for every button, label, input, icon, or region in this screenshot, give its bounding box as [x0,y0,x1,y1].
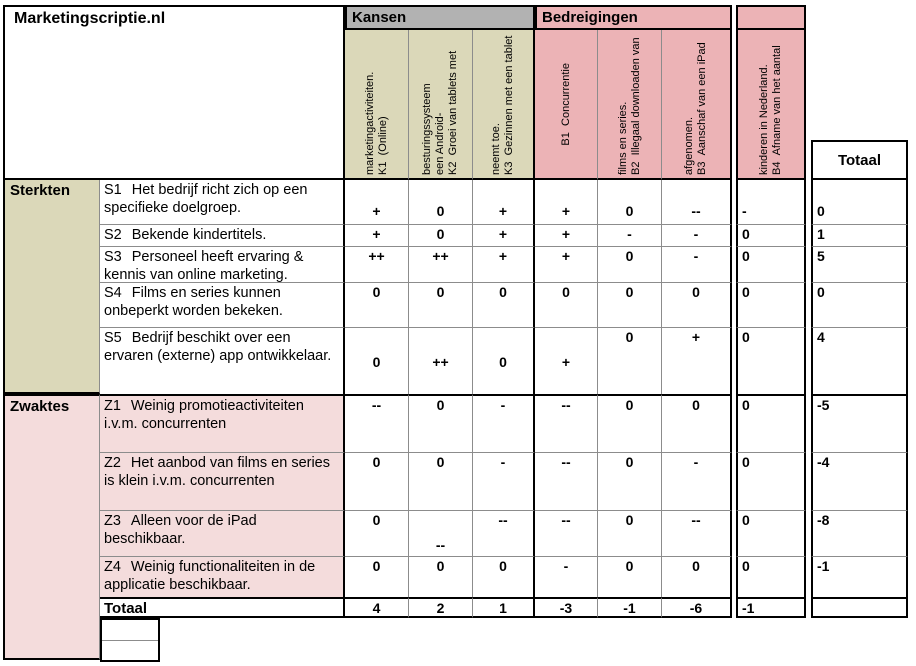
column-text: Gezinnen met een tablet neemt toe. [490,35,515,175]
cell-s5-b2: 0 [598,328,662,394]
cell-s1-k1: + [345,180,409,225]
column-text: (Online) marketingactiviteiten. [363,71,389,175]
cell-z1-k2: 0 [409,394,473,453]
cell-s5-b1: + [535,328,598,394]
cell-z4-b4: 0 [736,557,806,597]
cell-z3-b2: 0 [598,511,662,557]
row-text: Het aanbod van films en series is klein i.v.m. concurrenten [104,455,330,489]
column-id: B4 [771,161,783,175]
cell-grand-total [811,597,908,618]
cell-s4-k2: 0 [409,283,473,328]
row-text: Het bedrijf richt zich op een specifieke doelgroep. [104,182,308,216]
cell-s5-total: 4 [811,328,908,394]
page-title: Marketingscriptie.nl [14,10,166,27]
column-id: B1 [559,131,572,146]
cell-s4-b3: 0 [662,283,732,328]
row-label-s3 [100,247,345,283]
opportunities-group-label: Kansen [352,9,407,26]
cell-s3-total: 5 [811,247,908,283]
cell-total-b1: -3 [535,597,598,618]
cell-z2-b4: 0 [736,453,806,511]
column-header-k1 [345,30,409,180]
total-column-label: Totaal [837,151,882,169]
row-text: Alleen voor de iPad beschikbaar. [104,513,257,547]
cell-s2-k3: + [473,225,535,247]
row-label-z3 [100,511,345,557]
cell-s1-b4: - [736,180,806,225]
cell-s3-b2: 0 [598,247,662,283]
column-header-b1-text [559,60,574,149]
row-label-s5 [100,328,345,394]
cell-s2-b4: 0 [736,225,806,247]
column-header-b1 [535,30,598,180]
cell-z1-k1: -- [345,394,409,453]
threats-group-header [535,5,732,30]
cell-total-b3: -6 [662,597,732,618]
cell-z2-b1: -- [535,453,598,511]
cell-z2-b2: 0 [598,453,662,511]
cell-z2-k3: - [473,453,535,511]
row-id: S2 [104,227,122,243]
row-id: S1 [104,182,122,198]
weaknesses-section-label [3,394,100,660]
empty-footer-box [100,618,160,662]
cell-s1-b1: + [535,180,598,225]
cell-total-k1: 4 [345,597,409,618]
cell-z1-total: -5 [811,394,908,453]
cell-z3-b3: -- [662,511,732,557]
cell-s2-b2: - [598,225,662,247]
column-header-k3-text [489,30,517,178]
total-column-header [811,140,908,180]
cell-s5-k2: ++ [409,328,473,394]
cell-s2-total: 1 [811,225,908,247]
cell-s1-k2: 0 [409,180,473,225]
cell-z4-b2: 0 [598,557,662,597]
row-label-z2 [100,453,345,511]
cell-s3-b4: 0 [736,247,806,283]
column-text: Groei van tablets met een Android-besturingssysteem [421,50,459,175]
cell-s4-b4: 0 [736,283,806,328]
cell-s5-b3: + [662,328,732,394]
cell-s5-k1: 0 [345,328,409,394]
cell-z4-k3: 0 [473,557,535,597]
cell-s1-k3: + [473,180,535,225]
column-header-b4-text [757,30,785,178]
cell-z1-b2: 0 [598,394,662,453]
column-text: Afname van het aantal kinderen in Nederland. [758,45,783,175]
cell-z2-k1: 0 [345,453,409,511]
cell-s5-k3: 0 [473,328,535,394]
strengths-section-label [3,180,100,394]
cell-s2-b1: + [535,225,598,247]
row-label-z4 [100,557,345,597]
cell-z3-total: -8 [811,511,908,557]
cell-s4-k3: 0 [473,283,535,328]
cell-total-k2: 2 [409,597,473,618]
cell-z3-k1: 0 [345,511,409,557]
opportunities-group-header [345,5,535,30]
row-text: Bedrijf beschikt over een ervaren (externe) app ontwikkelaar. [104,330,332,364]
row-id: Z1 [104,398,121,414]
threats-group-label: Bedreigingen [542,9,638,26]
cell-s2-k1: + [345,225,409,247]
cell-z4-total: -1 [811,557,908,597]
cell-z3-b1: -- [535,511,598,557]
cell-s3-k1: ++ [345,247,409,283]
cell-s2-b3: - [662,225,732,247]
cell-z1-b1: -- [535,394,598,453]
cell-s1-b3: -- [662,180,732,225]
cell-s4-b1: 0 [535,283,598,328]
cell-z1-b3: 0 [662,394,732,453]
cell-s1-b2: 0 [598,180,662,225]
column-header-k2 [409,30,473,180]
cell-s2-k2: 0 [409,225,473,247]
column-header-k1-text [363,30,391,178]
threats-b4-group-header [736,5,806,30]
row-text: Weinig functionaliteiten in de applicatie beschikbaar. [104,559,316,593]
column-id: K2 [447,161,459,175]
row-id: Z3 [104,513,121,529]
row-text: Films en series kunnen onbeperkt worden bekeken. [104,285,283,319]
cell-z3-k2: -- [409,511,473,557]
cell-z4-k2: 0 [409,557,473,597]
cell-s3-b3: - [662,247,732,283]
column-header-k2-text [420,30,461,178]
row-text: Personeel heeft ervaring & kennis van online marketing. [104,249,304,283]
column-text: Aanschaf van een iPad afgenomen. [683,42,708,175]
column-id: K1 [376,161,389,175]
column-text: Concurrentie [559,62,572,126]
cell-z2-total: -4 [811,453,908,511]
cell-z4-b1: - [535,557,598,597]
cell-s5-b4: 0 [736,328,806,394]
totals-row-label: Totaal [100,597,345,618]
column-header-b4 [736,30,806,180]
cell-z4-k1: 0 [345,557,409,597]
column-header-b2-text [616,30,644,178]
cell-z2-k2: 0 [409,453,473,511]
column-id: B3 [696,161,708,175]
column-header-b3-text [682,30,710,178]
row-text: Weinig promotieactiviteiten i.v.m. concurrenten [104,398,304,432]
column-id: B2 [629,161,642,175]
column-header-k3 [473,30,535,180]
row-label-s1 [100,180,345,225]
row-id: S5 [104,330,122,346]
cell-s3-k2: ++ [409,247,473,283]
cell-s3-k3: + [473,247,535,283]
cell-s3-b1: + [535,247,598,283]
cell-s4-b2: 0 [598,283,662,328]
cell-s4-k1: 0 [345,283,409,328]
cell-s1-total: 0 [811,180,908,225]
cell-z1-b4: 0 [736,394,806,453]
empty-cell-2 [102,641,158,661]
cell-z3-k3: -- [473,511,535,557]
matrix-title-box [3,5,345,180]
row-label-s2 [100,225,345,247]
cell-total-b4: -1 [736,597,806,618]
strengths-label-text: Sterkten [10,182,71,199]
column-id: K3 [503,161,515,175]
row-id: Z4 [104,559,121,575]
empty-cell-1 [102,620,158,641]
row-label-z1 [100,394,345,453]
row-text: Bekende kindertitels. [131,227,267,243]
cell-z2-b3: - [662,453,732,511]
cell-z3-b4: 0 [736,511,806,557]
cell-s4-total: 0 [811,283,908,328]
cell-total-b2: -1 [598,597,662,618]
row-id: Z2 [104,455,121,471]
weaknesses-label-text: Zwaktes [10,398,70,415]
column-header-b2 [598,30,662,180]
column-text: Illegaal downloaden van films en series. [616,37,642,175]
column-header-b3 [662,30,732,180]
cell-total-k3: 1 [473,597,535,618]
cell-z4-b3: 0 [662,557,732,597]
row-id: S3 [104,249,122,265]
row-label-s4 [100,283,345,328]
cell-z1-k3: - [473,394,535,453]
row-id: S4 [104,285,122,301]
